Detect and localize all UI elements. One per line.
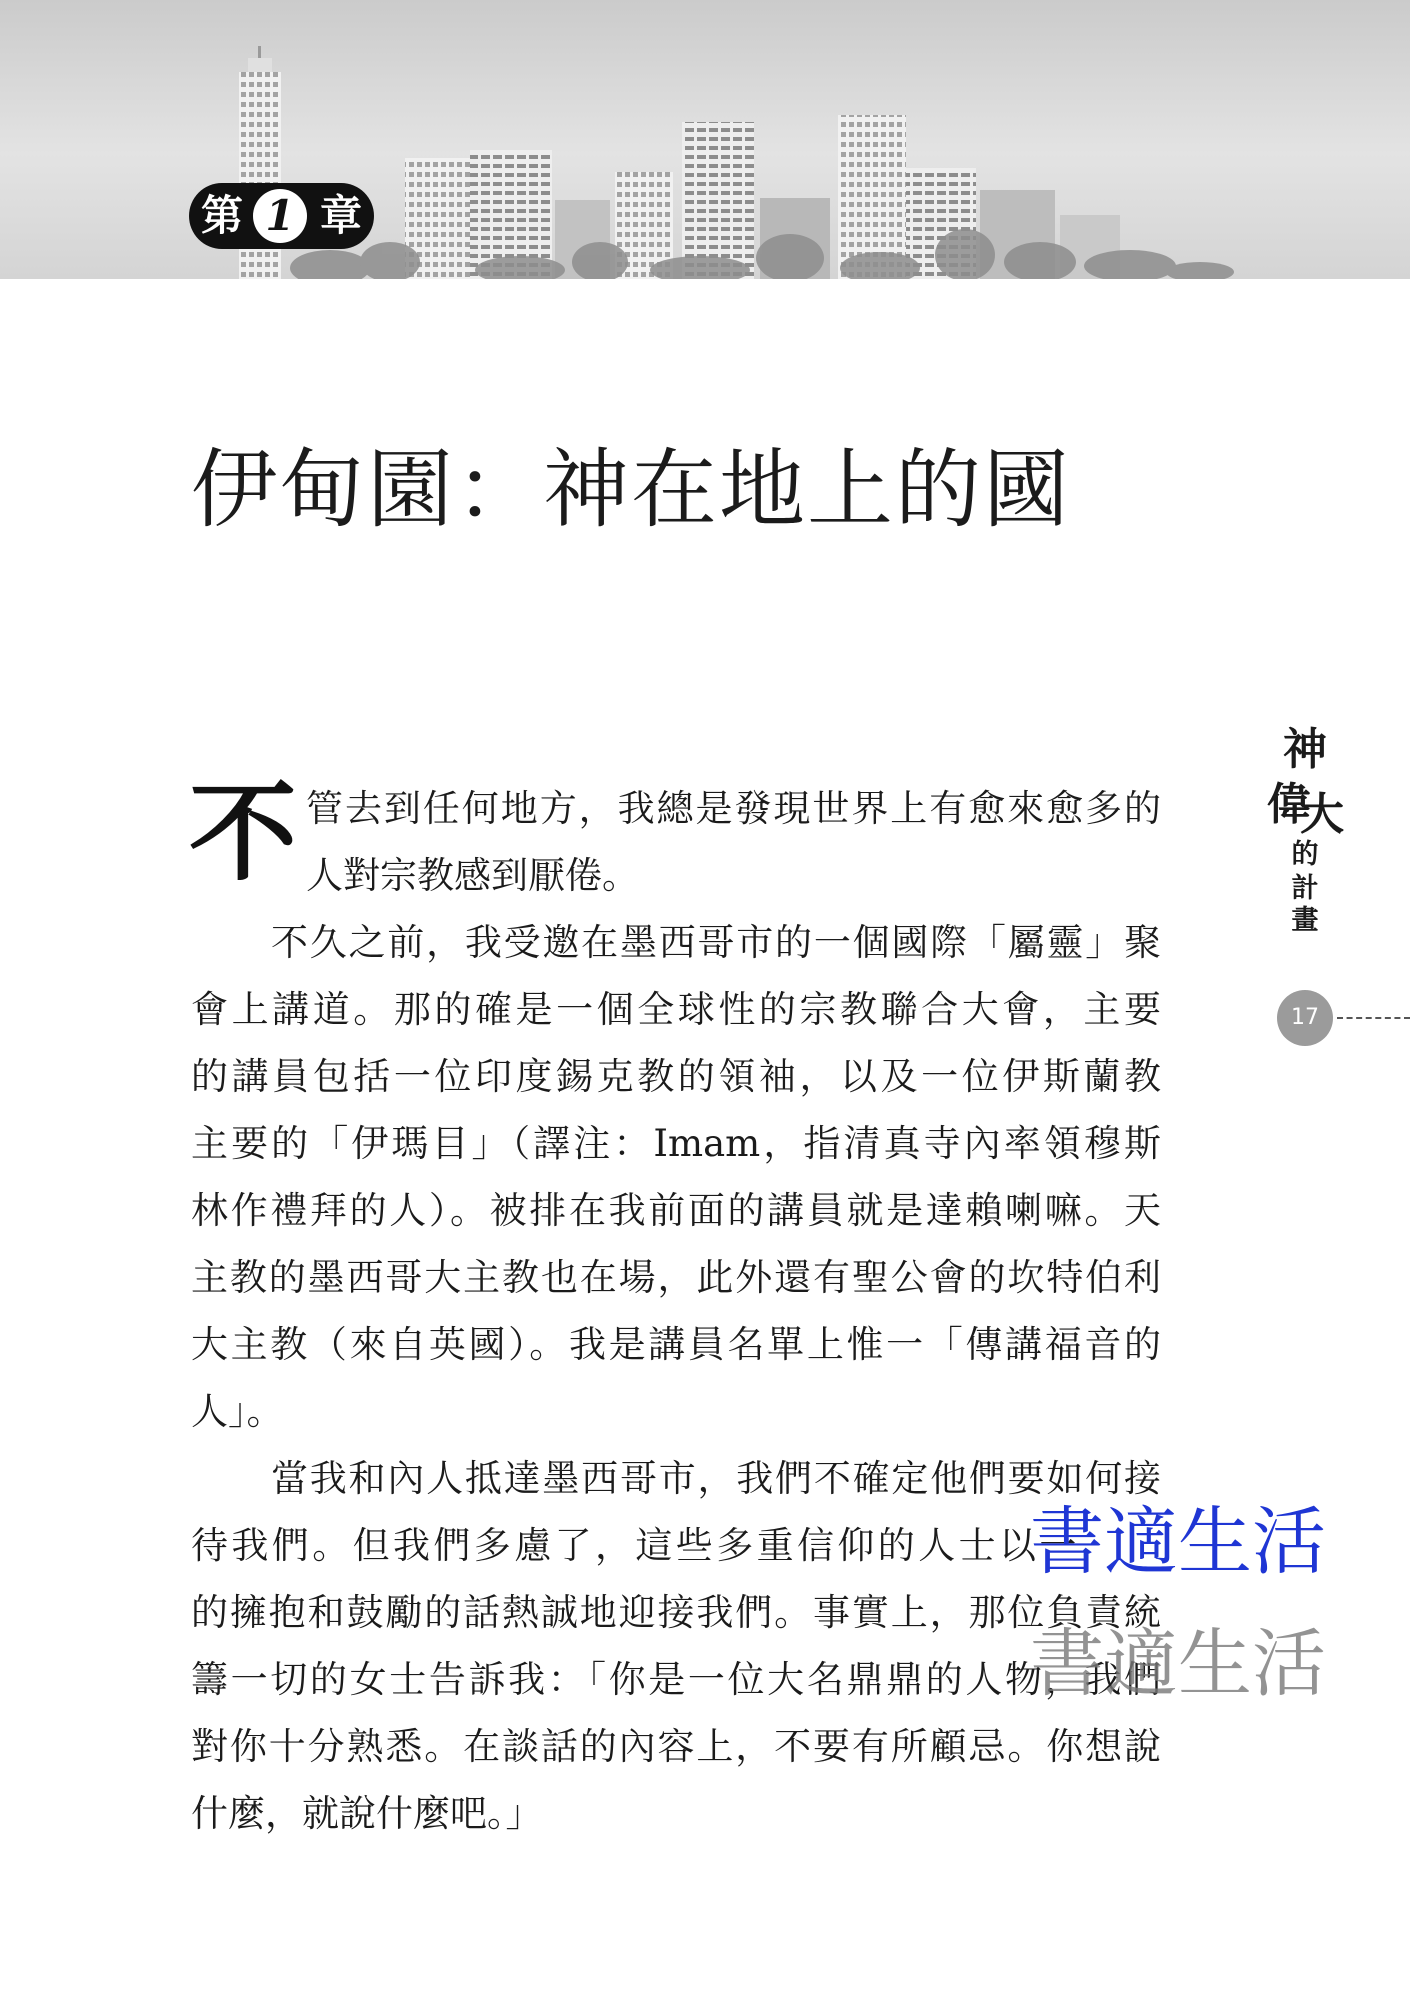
paragraph [191, 909, 1161, 1445]
skyline-building [682, 122, 754, 279]
text-line: 人對宗教感到厭倦。 [306, 854, 639, 897]
page-number-dashed-line [1337, 1017, 1410, 1019]
chapter-badge-suffix: 章 [319, 191, 362, 240]
side-title-char: 神 [1283, 724, 1327, 775]
side-title-char: 大 [1300, 789, 1344, 840]
tree [935, 229, 995, 279]
text-line: 主要的「伊瑪目」（譯注：Imam，指清真寺內率領穆斯 [191, 1122, 1161, 1165]
text-line: 會上講道。那的確是一個全球性的宗教聯合大會，主要 [191, 988, 1161, 1031]
paragraph [189, 771, 1161, 909]
text-line: 對你十分熟悉。在談話的內容上，不要有所顧忌。你想說 [191, 1725, 1161, 1768]
side-title-char: 畫 [1291, 905, 1319, 936]
page-number: 17 [1277, 990, 1333, 1046]
text-line: 林作禮拜的人）。被排在我前面的講員就是達賴喇嘛。天 [191, 1189, 1161, 1232]
chapter-title: 伊甸園：神在地上的國 [191, 440, 1071, 540]
chapter-badge [189, 183, 374, 249]
watermark-grey: 書適生活 [1030, 1621, 1326, 1707]
text-line: 籌一切的女士告訴我：「你是一位大名鼎鼎的人物，我們 [191, 1658, 1161, 1701]
text-line: 主教的墨西哥大主教也在場，此外還有聖公會的坎特伯利 [191, 1256, 1161, 1299]
chapter-badge-prefix: 第 [200, 191, 243, 240]
body-text [189, 771, 1161, 1847]
chapter-badge-number: 1 [253, 189, 307, 243]
text-line: 什麼，就說什麼吧。」 [191, 1792, 543, 1835]
drop-cap: 不 [189, 771, 298, 896]
text-line: 大主教（來自英國）。我是講員名單上惟一「傳講福音的 [191, 1323, 1161, 1366]
watermark-blue: 書適生活 [1030, 1499, 1326, 1585]
side-title-char: 計 [1291, 873, 1319, 904]
text-line: 人」。 [191, 1390, 284, 1433]
text-line: 管去到任何地方，我總是發現世界上有愈來愈多的 [306, 787, 1161, 830]
text-line: 不久之前，我受邀在墨西哥市的一個國際「屬靈」聚 [271, 921, 1161, 964]
side-title-char: 偉 [1267, 779, 1311, 830]
text-line: 的講員包括一位印度錫克教的領袖，以及一位伊斯蘭教 [191, 1055, 1161, 1098]
side-title-char: 的 [1291, 839, 1319, 870]
text-line: 待我們。但我們多慮了，這些多重信仰的人士以一 [191, 1524, 1080, 1567]
text-line: 的擁抱和鼓勵的話熱誠地迎接我們。事實上，那位負責統 [191, 1591, 1161, 1634]
skyline-tower-top [248, 58, 272, 74]
skyline-tower-spire [258, 46, 261, 60]
text-line: 當我和內人抵達墨西哥市，我們不確定他們要如何接 [271, 1457, 1161, 1500]
paragraph [191, 1445, 1161, 1847]
